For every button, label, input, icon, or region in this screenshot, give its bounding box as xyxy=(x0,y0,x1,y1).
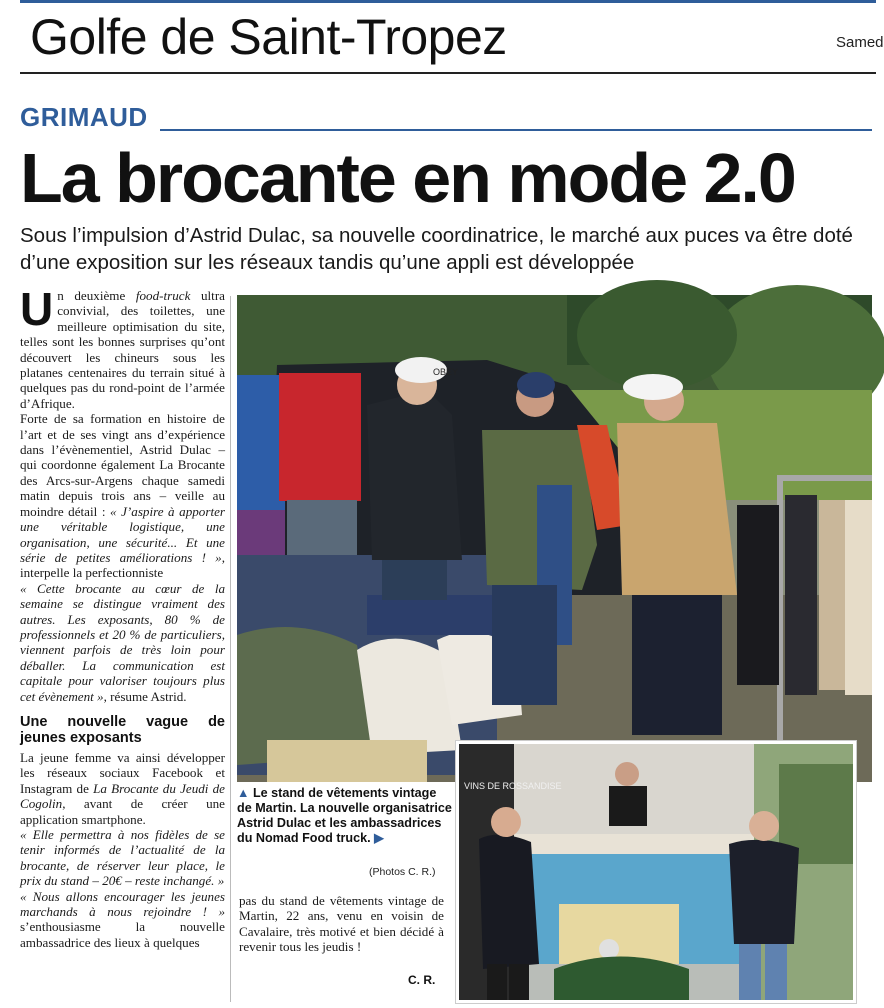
text-run-italic: food-truck xyxy=(135,288,191,303)
article-column-left xyxy=(20,283,225,950)
photo-credit: (Photos C. R.) xyxy=(369,866,436,878)
article-column-middle: pas du stand de vêtements vintage de Martin, 22 ans, venu en voisin de Cavalaire, très motivé et bien décidé à revenir tous les jeudis ! xyxy=(239,893,444,955)
caption-triangle-up-icon: ▲ xyxy=(237,786,250,800)
deck: Sous l’impulsion d’Astrid Dulac, sa nouvelle coordinatrice, le marché aux puces va être doté d’une exposition sur les réseaux tandis qu’une appli est développée xyxy=(20,224,853,274)
dropcap: U xyxy=(20,283,54,335)
section-title: Golfe de Saint-Tropez xyxy=(30,9,507,65)
paragraph-3 xyxy=(20,581,225,704)
text-run: La jeune femme va ainsi développer les réseaux sociaux Facebook et Instagram de xyxy=(20,749,225,796)
header-rule xyxy=(20,72,876,74)
photo-vintage-stand xyxy=(237,295,872,782)
paragraph-5 xyxy=(20,827,225,889)
caption-line-1: Le stand de vêtements vintage de Martin. xyxy=(237,786,437,815)
caption-line-2: La nouvelle organisatrice Astrid Dulac et les ambassadrices du Nomad Food truck. xyxy=(237,801,452,845)
quote: « Elle permettra à nos fidèles de se tenir informés de l’actualité de la brocante, de réserver leur place, le prix du stand – 20€ – reste inchangé. » xyxy=(20,827,225,889)
chalkboard-text: VINS DE ROSSANDISE xyxy=(464,781,562,791)
column-divider xyxy=(230,296,231,1002)
paragraph-2 xyxy=(20,411,225,580)
caption-triangle-right-icon: ▶ xyxy=(374,831,384,845)
photo-caption xyxy=(237,786,452,846)
paragraph-6 xyxy=(20,889,225,951)
cap-logo-text: OBEY xyxy=(433,367,459,377)
photo-food-truck xyxy=(456,741,856,1003)
author-signature: C. R. xyxy=(408,973,436,987)
text-run-italic: La Brocante du Jeudi de Cogolin xyxy=(20,780,225,812)
text-run: Forte de sa formation en histoire de l’art et de ses vingt ans d’expérience dans l’évènementiel, Astrid Dulac – qui coordonne également La Brocante des Arcs-sur-Argens chaque samedi matin depuis trois ans – veille au moindre détail : xyxy=(20,411,225,519)
top-rule xyxy=(20,0,876,3)
quote: « Cette brocante au cœur de la semaine se distingue vraiment des autres. Les exposants, 80 % de professionnels et 20 % de particuliers, viennent parfois de très loin pour déballer. La communication est capitale pour valoriser toujours plus cet évènement » xyxy=(20,580,225,704)
text-run: , avant de créer une application smartphone. xyxy=(20,796,225,827)
rubric-label: GRIMAUD xyxy=(20,102,148,132)
photo-food-truck-illustration xyxy=(459,744,853,1000)
paragraph-4 xyxy=(20,750,225,827)
subhead: Une nouvelle vague de jeunes exposants xyxy=(20,713,225,746)
text-run: , interpelle la perfectionniste xyxy=(20,549,225,581)
photo-vintage-stand-illustration xyxy=(237,295,872,782)
rubric-rule xyxy=(160,129,872,131)
quote: « Nous allons encourager les jeunes marchands à nous rejoindre ! » xyxy=(20,888,225,920)
quote: « J’aspire à apporter une véritable logistique, une organisation, une sécurité... Et une série de petites améliorations ! » xyxy=(20,503,225,565)
headline: La brocante en mode 2.0 xyxy=(20,139,795,217)
date-label: Samed xyxy=(836,34,884,51)
text-run: s’enthousiasme la nouvelle ambassadrice des lieux à quelques xyxy=(20,919,225,950)
text-run: ultra convivial, des toilettes, une meilleure optimisation du site, telles sont les bonnes surprises qu’ont découvert les chineurs sous les platanes centenaires du terrain situé à quelques pas du rond-point de l’armée d’Afrique. xyxy=(20,288,225,411)
paragraph-1 xyxy=(20,283,225,411)
text-run: n deuxième xyxy=(57,288,136,303)
text-run: , résume Astrid. xyxy=(103,688,187,704)
